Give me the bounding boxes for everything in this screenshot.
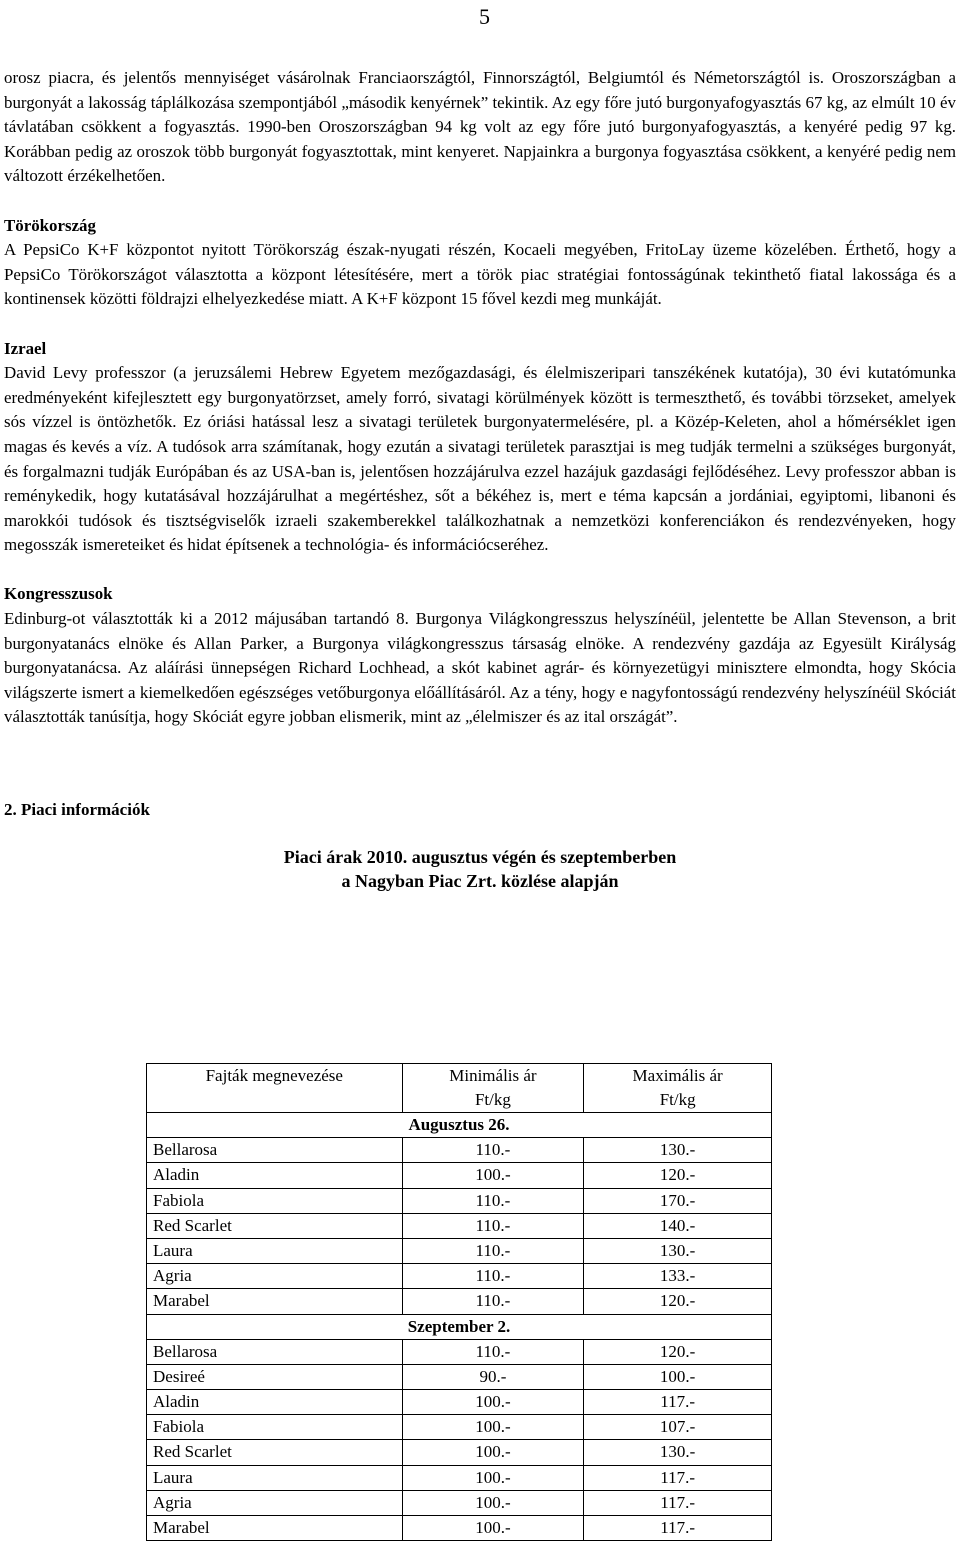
- min-price-cell: 100.-: [402, 1465, 584, 1490]
- heading-israel: Izrael: [4, 338, 47, 358]
- max-price-cell: 120.-: [584, 1339, 772, 1364]
- table-title-line-1: Piaci árak 2010. augusztus végén és szeptemberben: [283, 846, 677, 867]
- min-price-cell: 90.-: [402, 1364, 584, 1389]
- date-group-label: Szeptember 2.: [147, 1314, 772, 1339]
- variety-cell: Aladin: [147, 1163, 403, 1188]
- date-group-row: [147, 1314, 772, 1339]
- header-min-price-line-2: Ft/kg: [474, 1090, 511, 1109]
- max-price-cell: 120.-: [584, 1289, 772, 1314]
- variety-cell: Agria: [147, 1264, 403, 1289]
- table-row: [147, 1516, 772, 1541]
- min-price-cell: 100.-: [402, 1390, 584, 1415]
- variety-cell: Bellarosa: [147, 1138, 403, 1163]
- min-price-cell: 100.-: [402, 1415, 584, 1440]
- table-header-row: [147, 1064, 772, 1113]
- section-title: 2. Piaci információk: [4, 800, 150, 820]
- variety-cell: Agria: [147, 1490, 403, 1515]
- variety-cell: Desireé: [147, 1364, 403, 1389]
- price-table-body: [147, 1113, 772, 1541]
- table-row: [147, 1238, 772, 1263]
- heading-congress: Kongresszusok: [4, 584, 113, 604]
- header-variety: Fajták megnevezése: [147, 1064, 403, 1113]
- variety-cell: Fabiola: [147, 1415, 403, 1440]
- min-price-cell: 100.-: [402, 1163, 584, 1188]
- min-price-cell: 100.-: [402, 1490, 584, 1515]
- table-row: [147, 1138, 772, 1163]
- max-price-cell: 117.-: [584, 1465, 772, 1490]
- variety-cell: Laura: [147, 1238, 403, 1263]
- max-price-cell: 170.-: [584, 1188, 772, 1213]
- variety-cell: Aladin: [147, 1390, 403, 1415]
- min-price-cell: 110.-: [402, 1339, 584, 1364]
- table-title-line-2: a Nagyban Piac Zrt. közlése alapján: [341, 870, 619, 891]
- date-group-label: Augusztus 26.: [147, 1113, 772, 1138]
- table-row: [147, 1163, 772, 1188]
- variety-cell: Bellarosa: [147, 1339, 403, 1364]
- header-max-price: [584, 1064, 772, 1113]
- variety-cell: Red Scarlet: [147, 1213, 403, 1238]
- paragraph-russia: orosz piacra, és jelentős mennyiséget vásárolnak Franciaországtól, Finnországtól, Belgiumtól és Németországtól is. Oroszországban a burgonyát a lakosság táplálkozása szempontjából „második kenyérnek” tekintik. Az egy főre jutó burgonyafogyasztás 67 kg, az elmúlt 10 év távlatában csökkent a fogyasztás. 1990-ben Oroszországban 94 kg volt az egy főre jutó burgonyafogyasztás, a kenyéré pedig 97 kg. Korábban pedig az oroszok több burgonyát fogyasztottak, mint kenyeret. Napjainkra a burgonya fogyasztása csökkent, a kenyéré pedig nem változott érzékelhetően.: [4, 68, 956, 186]
- table-row: [147, 1213, 772, 1238]
- paragraph-israel: David Levy professzor (a jeruzsálemi Hebrew Egyetem mezőgazdasági, és élelmiszeripari tanszékének kutatója), 30 évi kutatómunka eredményeként kifejlesztett egy burgonyatörzset, amely forró, sivatagi körülmények között is termeszthető, és további törzseket, amelyek sós vízzel is öntözhetők. Ez óriási hatással lesz a sivatagi területek burgonyatermelésére, pl. a Közép-Keleten, ahol a hőmérséklet igen magas és kevés a víz. A tudósok arra számítanak, hogy ezután a sivatagi területek parasztjai is meg tudják termelni a szükséges burgonyát, és forgalmazni tudják Európában és az USA-ban is, jelentősen hozzájárulva ezzel hazájuk gazdasági fejlődéséhez. Levy professzor abban is reménykedik, hogy kutatásával hozzájárulhat a megértéshez, sőt a békéhez is, mert e téma kapcsán a jordániai, egyiptomi, libanoni és marokkói tudósok és tisztségviselők izraeli szakemberekkel találkozhatnak a nemzetközi konferenciákon és rendezvényeken, hogy megosszák ismereteiket és hidat építsenek a technológia- és információcseréhez.: [4, 363, 956, 555]
- max-price-cell: 140.-: [584, 1213, 772, 1238]
- header-min-price: [402, 1064, 584, 1113]
- min-price-cell: 110.-: [402, 1138, 584, 1163]
- price-table: [146, 1063, 772, 1541]
- paragraph-turkey: A PepsiCo K+F központot nyitott Törökország észak-nyugati részén, Kocaeli megyében, FritoLay üzeme közelében. Érthető, hogy a PepsiCo Törökországot választotta a központ létesítésére, mert a török piac stratégiai fontosságúnak tekinthető fiatal lakossága és a kontinensek közötti földrajzi elhelyezkedése miatt. A K+F központ 15 fővel kezdi meg munkáját.: [4, 240, 956, 309]
- variety-cell: Laura: [147, 1465, 403, 1490]
- max-price-cell: 100.-: [584, 1364, 772, 1389]
- table-row: [147, 1188, 772, 1213]
- max-price-cell: 130.-: [584, 1440, 772, 1465]
- min-price-cell: 110.-: [402, 1264, 584, 1289]
- header-min-price-line-1: Minimális ár: [449, 1066, 537, 1085]
- max-price-cell: 130.-: [584, 1238, 772, 1263]
- max-price-cell: 117.-: [584, 1390, 772, 1415]
- table-row: [147, 1339, 772, 1364]
- max-price-cell: 117.-: [584, 1516, 772, 1541]
- table-row: [147, 1440, 772, 1465]
- variety-cell: Marabel: [147, 1516, 403, 1541]
- min-price-cell: 110.-: [402, 1289, 584, 1314]
- table-row: [147, 1490, 772, 1515]
- max-price-cell: 120.-: [584, 1163, 772, 1188]
- table-row: [147, 1289, 772, 1314]
- page-number: 5: [479, 4, 490, 29]
- table-row: [147, 1465, 772, 1490]
- min-price-cell: 110.-: [402, 1213, 584, 1238]
- heading-turkey: Törökország: [4, 215, 96, 235]
- variety-cell: Fabiola: [147, 1188, 403, 1213]
- min-price-cell: 110.-: [402, 1238, 584, 1263]
- max-price-cell: 130.-: [584, 1138, 772, 1163]
- paragraph-congress: Edinburg-ot választották ki a 2012 májusában tartandó 8. Burgonya Világkongresszus helyszínéül, jelentette be Allan Stevenson, a brit burgonyatanács elnöke és Allan Parker, a Burgonya világkongresszus társaság elnöke. A rendezvény gazdája az Egyesült Királyság burgonyatanácsa. Az aláírási ünnepségen Richard Lochhead, a skót kabinet agrár- és környezetügyi minisztere elmondta, hogy Skócia világszerte ismert a kiemelkedően egészséges vetőburgonya előállításáról. Az a tény, hogy e nagyfontosságú rendezvény helyszínéül Skóciát választották tanúsítja, hogy Skóciát egyre jobban elismerik, mint az „élelmiszer és az ital országát”.: [4, 609, 956, 727]
- variety-cell: Red Scarlet: [147, 1440, 403, 1465]
- max-price-cell: 117.-: [584, 1490, 772, 1515]
- header-max-price-line-2: Ft/kg: [659, 1090, 696, 1109]
- max-price-cell: 133.-: [584, 1264, 772, 1289]
- header-max-price-line-1: Maximális ár: [632, 1066, 723, 1085]
- date-group-row: [147, 1113, 772, 1138]
- table-title: [4, 845, 956, 893]
- max-price-cell: 107.-: [584, 1415, 772, 1440]
- table-row: [147, 1264, 772, 1289]
- document-body: [4, 66, 956, 893]
- min-price-cell: 100.-: [402, 1440, 584, 1465]
- min-price-cell: 100.-: [402, 1516, 584, 1541]
- table-row: [147, 1390, 772, 1415]
- table-row: [147, 1364, 772, 1389]
- variety-cell: Marabel: [147, 1289, 403, 1314]
- min-price-cell: 110.-: [402, 1188, 584, 1213]
- table-row: [147, 1415, 772, 1440]
